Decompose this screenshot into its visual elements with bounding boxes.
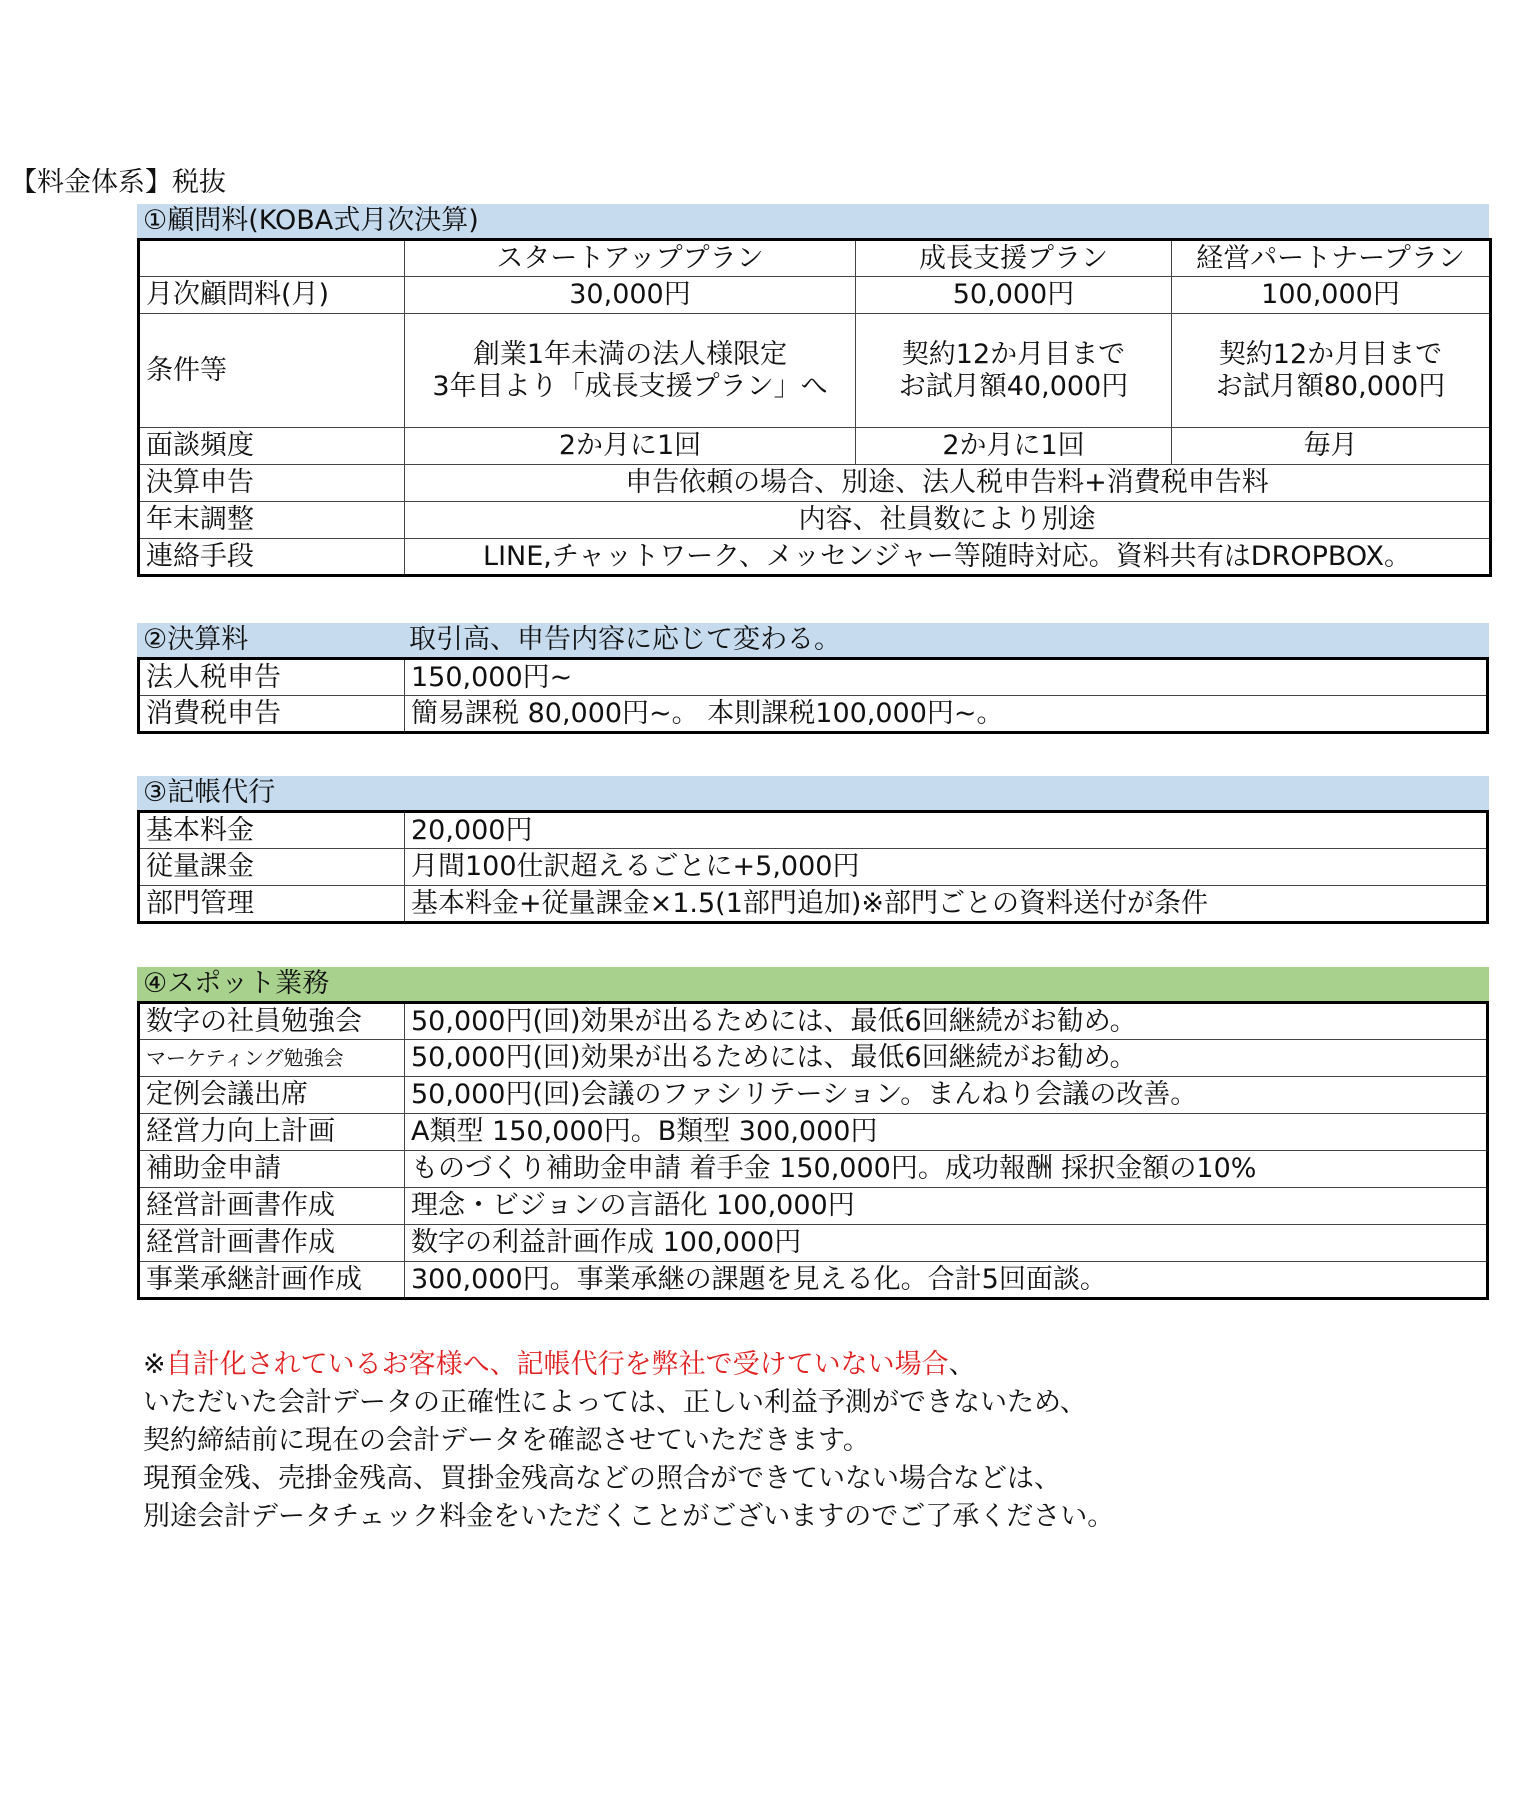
- advisory-section: [137, 204, 1489, 577]
- spot-header: ④スポット業務: [137, 967, 1489, 1001]
- row-label: 経営計画書作成: [139, 1225, 405, 1262]
- row-value: 理念・ビジョンの言語化 100,000円: [405, 1188, 1488, 1225]
- empty-cell: [139, 240, 405, 277]
- row-value: 基本料金+従量課金×1.5(1部門追加)※部門ごとの資料送付が条件: [405, 886, 1488, 923]
- settlement-header-title: ②決算料: [143, 624, 249, 655]
- row-label: 連絡手段: [139, 539, 405, 576]
- condition-line: お試月額40,000円: [898, 370, 1129, 402]
- table-row: [139, 1003, 1488, 1040]
- fee-growth: 50,000円: [856, 277, 1172, 314]
- table-row: [139, 812, 1488, 849]
- table-row: [139, 277, 1491, 314]
- row-label: 面談頻度: [139, 428, 405, 465]
- row-label: 消費税申告: [139, 696, 405, 733]
- row-label: 事業承継計画作成: [139, 1262, 405, 1299]
- table-row: [139, 1225, 1488, 1262]
- plan-startup: スタートアッププラン: [405, 240, 856, 277]
- row-label: 部門管理: [139, 886, 405, 923]
- row-value: 50,000円(回)効果が出るためには、最低6回継続がお勧め。: [405, 1003, 1488, 1040]
- spot-section: [137, 967, 1489, 1300]
- row-label: 数字の社員勉強会: [139, 1003, 405, 1040]
- condition-line: 創業1年未満の法人様限定: [472, 338, 788, 370]
- advisory-header: ①顧問料(KOBA式月次決算): [137, 204, 1489, 238]
- table-row: [139, 314, 1491, 428]
- table-row: [139, 659, 1488, 696]
- row-value: LINE,チャットワーク、メッセンジャー等随時対応。資料共有はDROPBOX。: [405, 539, 1491, 576]
- row-value: 簡易課税 80,000円~。 本則課税100,000円~。: [405, 696, 1488, 733]
- footnote: [143, 1346, 1114, 1536]
- plan-partner: 経営パートナープラン: [1172, 240, 1491, 277]
- plan-header-row: [139, 240, 1491, 277]
- row-label: マーケティング勉強会: [139, 1040, 405, 1077]
- condition-line: お試月額80,000円: [1215, 370, 1446, 402]
- row-label: 経営力向上計画: [139, 1114, 405, 1151]
- row-label: 法人税申告: [139, 659, 405, 696]
- row-value: 月間100仕訳超えるごとに+5,000円: [405, 849, 1488, 886]
- row-label: 定例会議出席: [139, 1077, 405, 1114]
- advisory-table: [137, 238, 1492, 577]
- table-row: [139, 502, 1491, 539]
- meeting-growth: 2か月に1回: [856, 428, 1172, 465]
- row-value: 300,000円。事業承継の課題を見える化。合計5回面談。: [405, 1262, 1488, 1299]
- fee-startup: 30,000円: [405, 277, 856, 314]
- row-label: 条件等: [139, 314, 405, 428]
- table-row: [139, 849, 1488, 886]
- note-red-text: 自計化されているお客様へ、記帳代行を弊社で受けていない場合: [165, 1349, 949, 1380]
- note-mark: ※: [143, 1349, 166, 1380]
- row-label: 基本料金: [139, 812, 405, 849]
- bookkeeping-section: [137, 776, 1489, 924]
- row-value: ものづくり補助金申請 着手金 150,000円。成功報酬 採択金額の10%: [405, 1151, 1488, 1188]
- settlement-header-note: 取引高、申告内容に応じて変わる。: [409, 624, 841, 655]
- plan-growth: 成長支援プラン: [856, 240, 1172, 277]
- row-label: 月次顧問料(月): [139, 277, 405, 314]
- table-row: [139, 696, 1488, 733]
- table-row: [139, 539, 1491, 576]
- footnote-line: 別途会計データチェック料金をいただくことがございますのでご了承ください。: [143, 1501, 1115, 1532]
- meeting-partner: 毎月: [1172, 428, 1491, 465]
- row-label: 従量課金: [139, 849, 405, 886]
- note-mark-tail: 、: [948, 1349, 976, 1380]
- row-label: 補助金申請: [139, 1151, 405, 1188]
- row-value: 申告依頼の場合、別途、法人税申告料+消費税申告料: [405, 465, 1491, 502]
- table-row: [139, 1077, 1488, 1114]
- footnote-line: いただいた会計データの正確性によっては、正しい利益予測ができないため、: [143, 1387, 1087, 1418]
- page-title: 【料金体系】税抜: [10, 167, 226, 198]
- row-value: 20,000円: [405, 812, 1488, 849]
- condition-line: 3年目より「成長支援プラン」へ: [432, 370, 828, 402]
- table-row: [139, 1262, 1488, 1299]
- footnote-line: 契約締結前に現在の会計データを確認させていただきます。: [143, 1425, 870, 1456]
- row-value: 50,000円(回)会議のファシリテーション。まんねり会議の改善。: [405, 1077, 1488, 1114]
- condition-line: 契約12か月目まで: [1218, 338, 1443, 370]
- settlement-section: [137, 623, 1489, 734]
- meeting-startup: 2か月に1回: [405, 428, 856, 465]
- condition-line: 契約12か月目まで: [901, 338, 1126, 370]
- row-label: 決算申告: [139, 465, 405, 502]
- bookkeeping-header: ③記帳代行: [137, 776, 1489, 810]
- table-row: [139, 465, 1491, 502]
- row-value: A類型 150,000円。B類型 300,000円: [405, 1114, 1488, 1151]
- row-value: 50,000円(回)効果が出るためには、最低6回継続がお勧め。: [405, 1040, 1488, 1077]
- table-row: [139, 428, 1491, 465]
- row-label: 年末調整: [139, 502, 405, 539]
- conditions-partner: [1172, 314, 1491, 428]
- spot-table: [137, 1001, 1489, 1300]
- settlement-header: [137, 623, 1489, 657]
- conditions-startup: [405, 314, 856, 428]
- conditions-growth: [856, 314, 1172, 428]
- row-value: 数字の利益計画作成 100,000円: [405, 1225, 1488, 1262]
- fee-partner: 100,000円: [1172, 277, 1491, 314]
- row-value: 150,000円~: [405, 659, 1488, 696]
- table-row: [139, 1151, 1488, 1188]
- bookkeeping-table: [137, 810, 1489, 924]
- table-row: [139, 886, 1488, 923]
- footnote-line: [143, 1346, 1114, 1384]
- row-label: 経営計画書作成: [139, 1188, 405, 1225]
- settlement-table: [137, 657, 1489, 734]
- table-row: [139, 1040, 1488, 1077]
- footnote-line: 現預金残、売掛金残高、買掛金残高などの照合ができていない場合などは、: [143, 1463, 1061, 1494]
- table-row: [139, 1114, 1488, 1151]
- table-row: [139, 1188, 1488, 1225]
- row-value: 内容、社員数により別途: [405, 502, 1491, 539]
